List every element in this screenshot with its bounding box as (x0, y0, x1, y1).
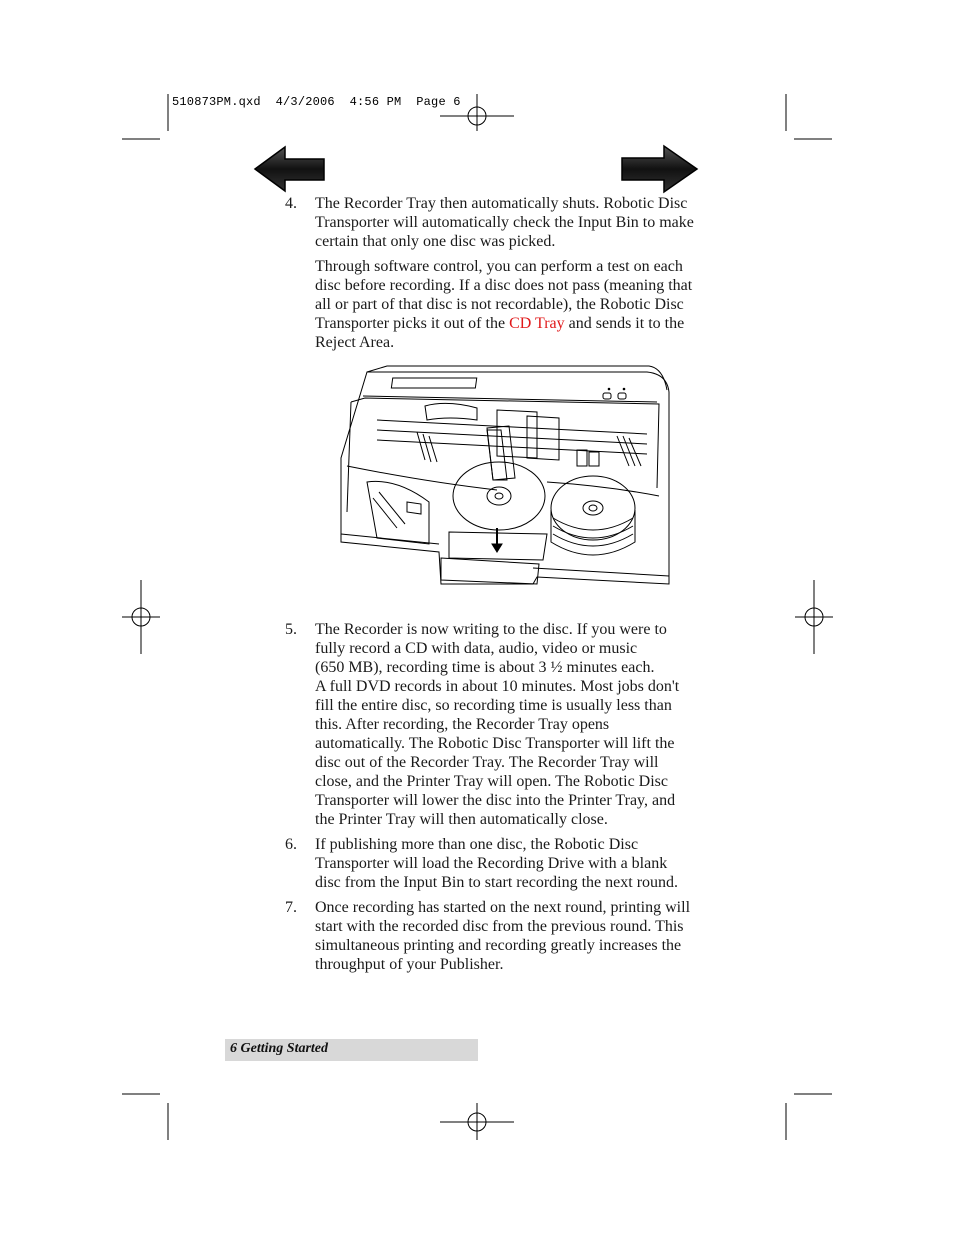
step-subparagraph (315, 257, 730, 352)
text-line: Transporter will load the Recording Drive with a blank (315, 855, 668, 872)
step-text (315, 898, 730, 974)
registration-mark-left (122, 580, 160, 654)
step-item (285, 835, 730, 892)
registration-mark-right (795, 580, 833, 654)
text-line: Reject Area. (315, 334, 395, 351)
text-line: throughput of your Publisher. (315, 956, 504, 973)
page-footer (225, 1039, 478, 1061)
step-4-block (285, 194, 730, 358)
text-line-with-link (315, 314, 730, 333)
step-text (315, 194, 730, 251)
text-line: fill the entire disc, so recording time is usually less than (315, 697, 672, 714)
step-number: 5. (285, 621, 297, 638)
registration-mark-bottom (440, 1103, 514, 1140)
text-line: close, and the Printer Tray will open. The Robotic Disc (315, 773, 668, 790)
text-line: start with the recorded disc from the previous round. This (315, 918, 684, 935)
text-line: The Recorder Tray then automatically shuts. Robotic Disc (315, 195, 688, 212)
text-line: this. After recording, the Recorder Tray opens (315, 716, 610, 733)
step-item (285, 898, 730, 974)
text-line: disc from the Input Bin to start recording the next round. (315, 874, 679, 891)
step-text (315, 620, 730, 829)
right-arrow-icon (620, 144, 700, 194)
text-line: simultaneous printing and recording greatly increases the (315, 937, 682, 954)
text-line: disc out of the Recorder Tray. The Recorder Tray will (315, 754, 659, 771)
text-line: Once recording has started on the next round, printing will (315, 899, 691, 916)
text-fragment: and sends it to the (564, 315, 685, 332)
step-item (285, 194, 730, 352)
previous-page-button[interactable] (253, 145, 327, 198)
text-line: fully record a CD with data, audio, video or music (315, 640, 638, 657)
text-line: Through software control, you can perform a test on each (315, 258, 683, 275)
footer-page-label: 6 Getting Started (230, 1041, 329, 1056)
print-slug: 510873PM.qxd 4/3/2006 4:56 PM Page 6 (172, 95, 461, 109)
steps-list (285, 620, 730, 980)
text-line: Transporter will lower the disc into the Printer Tray, and (315, 792, 676, 809)
text-line: automatically. The Robotic Disc Transporter will lift the (315, 735, 675, 752)
text-line: certain that only one disc was picked. (315, 233, 556, 250)
text-line: the Printer Tray will then automatically close. (315, 811, 608, 828)
text-line: disc before recording. If a disc does not pass (meaning that (315, 277, 693, 294)
next-page-button[interactable] (620, 144, 700, 199)
cd-tray-link[interactable]: CD Tray (509, 315, 565, 332)
text-line: If publishing more than one disc, the Robotic Disc (315, 836, 639, 853)
step-text (315, 835, 730, 892)
step-number: 6. (285, 836, 297, 853)
text-line: The Recorder is now writing to the disc. If you were to (315, 621, 667, 638)
publisher-drawing (337, 362, 671, 590)
step-number: 4. (285, 195, 297, 212)
text-line: all or part of that disc is not recordable), the Robotic Disc (315, 296, 684, 313)
left-arrow-icon (253, 145, 327, 193)
text-line: A full DVD records in about 10 minutes. Most jobs don't (315, 678, 680, 695)
text-fragment: Transporter picks it out of the (315, 315, 510, 332)
step-number: 7. (285, 899, 297, 916)
text-line: Transporter will automatically check the Input Bin to make (315, 214, 694, 231)
text-line: (650 MB), recording time is about 3 ½ minutes each. (315, 659, 655, 676)
disc-publisher-illustration (337, 362, 671, 595)
step-item (285, 620, 730, 829)
